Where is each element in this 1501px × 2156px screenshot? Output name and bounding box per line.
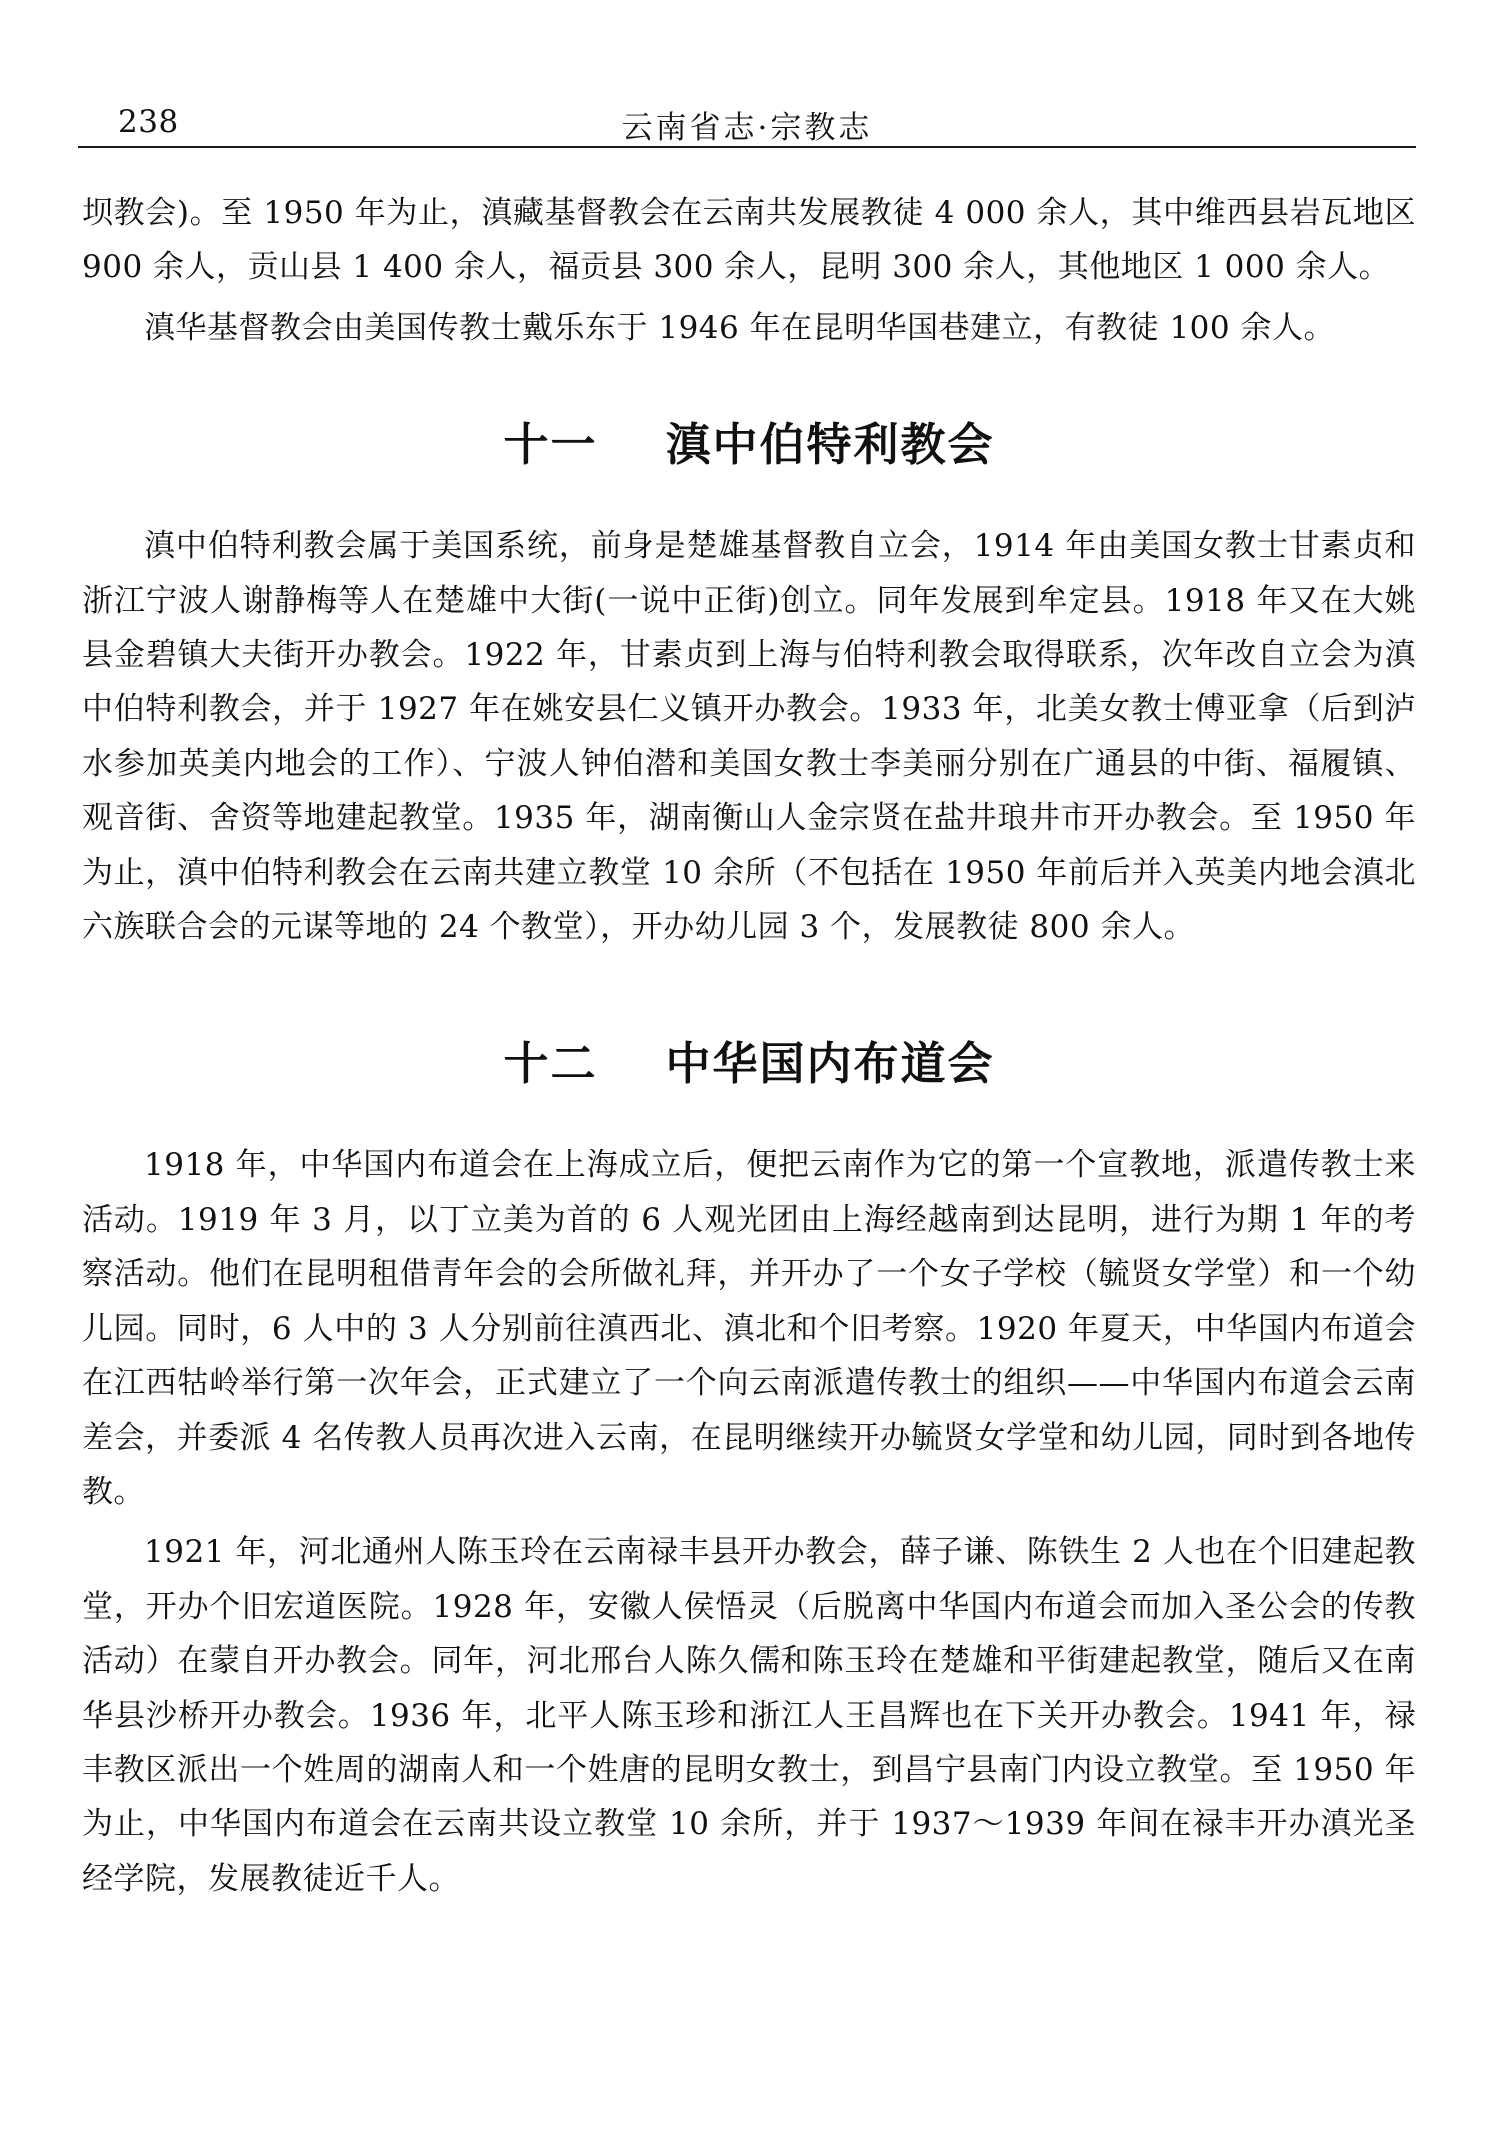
- body-paragraph: 坝教会)。至 1950 年为止，滇藏基督教会在云南共发展教徒 4 000 余人，其中维西县岩瓦地区 900 余人，贡山县 1 400 余人，福贡县 300 余人，昆明 300 余人，其他地区 1 000 余人。: [82, 195, 1416, 286]
- section-heading: [82, 1034, 1416, 1094]
- body-paragraph: 滇中伯特利教会属于美国系统，前身是楚雄基督教自立会，1914 年由美国女教士甘素贞和浙江宁波人谢静梅等人在楚雄中大街(一说中正街)创立。同年发展到牟定县。1918 年又在大姚县金碧镇大夫街开办教会。1922 年，甘素贞到上海与伯特利教会取得联系，次年改自立会为滇中伯特利教会，并于 1927 年在姚安县仁义镇开办教会。1933 年，北美女教士傅亚拿（后到泸水参加英美内地会的工作）、宁波人钟伯潜和美国女教士李美丽分别在广通县的中街、福履镇、观音街、舍资等地建起教堂。1935 年，湖南衡山人金宗贤在盐井琅井市开办教会。至 1950 年为止，滇中伯特利教会在云南共建立教堂 10 余所（不包括在 1950 年前后并入英美内地会滇北六族联合会的元谋等地的 24 个教堂），开办幼儿园 3 个，发展教徒 800 余人。: [82, 528, 1416, 946]
- section-heading: [82, 415, 1416, 475]
- section-title: 滇中伯特利教会: [665, 418, 995, 472]
- section-number: 十一: [503, 418, 598, 472]
- section-number: 十二: [503, 1037, 598, 1091]
- running-title: 云南省志·宗教志: [621, 110, 873, 146]
- page-body: [82, 186, 1416, 1906]
- section-title: 中华国内布道会: [665, 1037, 995, 1091]
- page-header: [78, 96, 1416, 148]
- body-paragraph: 滇华基督教会由美国传教士戴乐东于 1946 年在昆明华国巷建立，有教徒 100 余人。: [144, 309, 1335, 346]
- page-number: 238: [118, 104, 179, 140]
- body-paragraph: 1918 年，中华国内布道会在上海成立后，便把云南作为它的第一个宣教地，派遣传教士来活动。1919 年 3 月，以丁立美为首的 6 人观光团由上海经越南到达昆明，进行为期 1 年的考察活动。他们在昆明租借青年会的会所做礼拜，并开办了一个女子学校（毓贤女学堂）和一个幼儿园。同时，6 人中的 3 人分别前往滇西北、滇北和个旧考察。1920 年夏天，中华国内布道会在江西牯岭举行第一次年会，正式建立了一个向云南派遣传教士的组织——中华国内布道会云南差会，并委派 4 名传教人员再次进入云南，在昆明继续开办毓贤女学堂和幼儿园，同时到各地传教。: [82, 1147, 1416, 1510]
- body-paragraph: 1921 年，河北通州人陈玉玲在云南禄丰县开办教会，薛子谦、陈铁生 2 人也在个旧建起教堂，开办个旧宏道医院。1928 年，安徽人侯悟灵（后脱离中华国内布道会而加入圣公会的传教活动）在蒙自开办教会。同年，河北邢台人陈久儒和陈玉玲在楚雄和平街建起教堂，随后又在南华县沙桥开办教会。1936 年，北平人陈玉珍和浙江人王昌辉也在下关开办教会。1941 年，禄丰教区派出一个姓周的湖南人和一个姓唐的昆明女教士，到昌宁县南门内设立教堂。至 1950 年为止，中华国内布道会在云南共设立教堂 10 余所，并于 1937～1939 年间在禄丰开办滇光圣经学院，发展教徒近千人。: [82, 1534, 1416, 1897]
